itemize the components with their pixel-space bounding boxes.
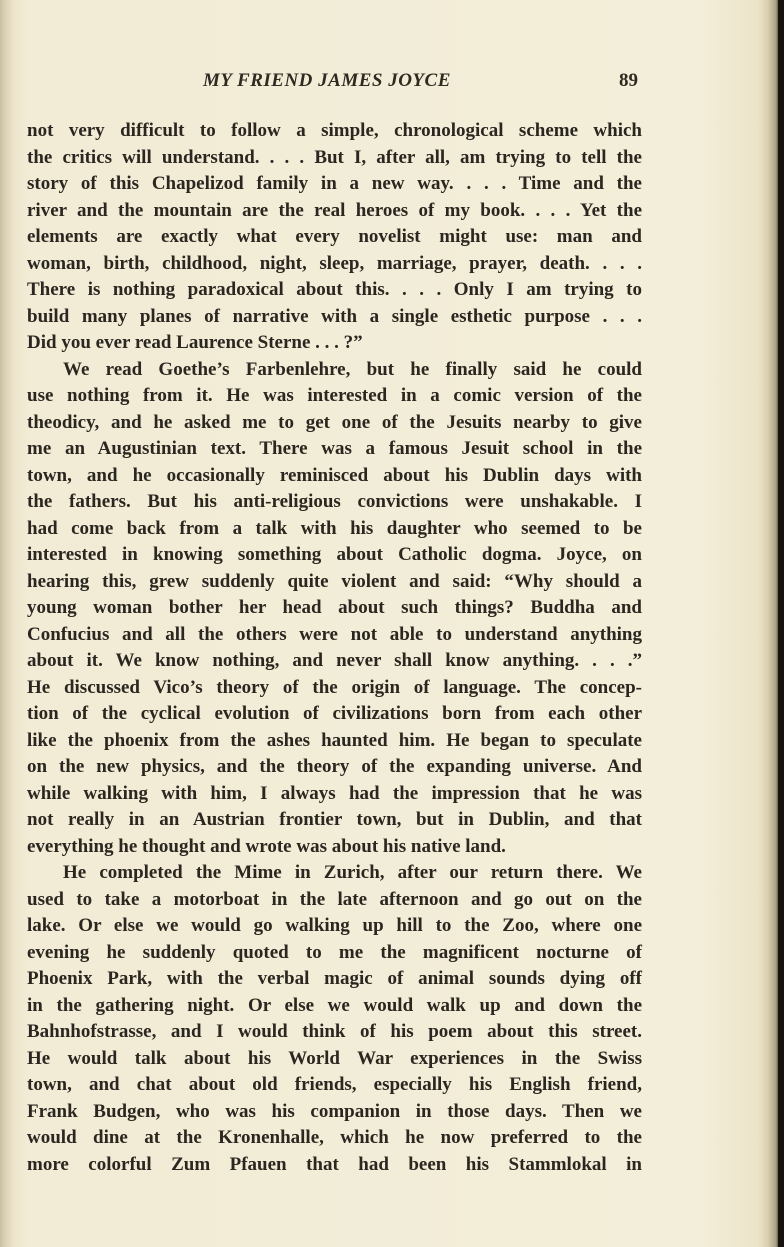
text-line: lake. Or else we would go walking up hill to the Zoo, where one xyxy=(27,915,642,936)
text-line: more colorful Zum Pfauen that had been his Stammlokal in xyxy=(27,1153,642,1175)
text-line: young woman bother her head about such things? Buddha and xyxy=(27,597,642,618)
text-line: evening he suddenly quoted to me the magnificent nocturne of xyxy=(27,941,642,963)
text-line: Phoenix Park, with the verbal magic of animal sounds dying off xyxy=(27,968,642,989)
text-line: the critics will understand. . . . But I, after all, am trying to tell the xyxy=(27,146,642,168)
text-line: elements are exactly what every novelist might use: man and xyxy=(27,226,642,247)
text-line: not very difficult to follow a simple, chronological scheme which xyxy=(27,120,642,141)
text-line: Bahnhofstrasse, and I would think of his poem about this street. xyxy=(27,1021,642,1042)
text-line: There is nothing paradoxical about this. . . . Only I am trying to xyxy=(27,279,642,300)
text-line: Confucius and all the others were not able to understand anything xyxy=(27,623,642,645)
text-line: build many planes of narrative with a single esthetic purpose . . . xyxy=(27,305,642,327)
text-line: use nothing from it. He was interested in a comic version of the xyxy=(27,385,642,406)
text-line: tion of the cyclical evolution of civilizations born from each other xyxy=(27,703,642,724)
text-line: the fathers. But his anti-religious convictions were unshakable. I xyxy=(27,491,642,512)
text-line: had come back from a talk with his daughter who seemed to be xyxy=(27,517,642,539)
text-line: me an Augustinian text. There was a famous Jesuit school in the xyxy=(27,438,642,459)
text-line: He would talk about his World War experiences in the Swiss xyxy=(27,1047,642,1069)
scan-edge xyxy=(778,0,784,1247)
text-line: hearing this, grew suddenly quite violent and said: “Why should a xyxy=(27,570,642,592)
text-line: Frank Budgen, who was his companion in those days. Then we xyxy=(27,1100,642,1122)
text-line: about it. We know nothing, and never shall know anything. . . .” xyxy=(27,650,642,671)
text-line: used to take a motorboat in the late afternoon and go out on the xyxy=(27,888,642,910)
text-line: town, and he occasionally reminisced about his Dublin days with xyxy=(27,464,642,486)
body-text xyxy=(27,118,642,1178)
text-line: He discussed Vico’s theory of the origin of language. The concep- xyxy=(27,676,642,698)
text-line: Did you ever read Laurence Sterne . . . ?” xyxy=(27,332,363,353)
text-line: woman, birth, childhood, night, sleep, marriage, prayer, death. . . . xyxy=(27,252,642,274)
text-line: We read Goethe’s Farbenlehre, but he finally said he could xyxy=(63,358,642,380)
text-line: river and the mountain are the real heroes of my book. . . . Yet the xyxy=(27,199,642,221)
text-line: would dine at the Kronenhalle, which he now preferred to the xyxy=(27,1127,642,1148)
text-line: interested in knowing something about Catholic dogma. Joyce, on xyxy=(27,544,642,565)
text-line: like the phoenix from the ashes haunted him. He began to speculate xyxy=(27,729,642,751)
text-line: while walking with him, I always had the impression that he was xyxy=(27,782,642,804)
page-number: 89 xyxy=(619,70,638,91)
page-header xyxy=(0,70,784,98)
text-line: town, and chat about old friends, especially his English friend, xyxy=(27,1074,642,1095)
text-line: story of this Chapelizod family in a new way. . . . Time and the xyxy=(27,173,642,194)
text-line: everything he thought and wrote was about his native land. xyxy=(27,835,506,857)
running-title: MY FRIEND JAMES JOYCE xyxy=(203,70,451,91)
text-line: on the new physics, and the theory of the expanding universe. And xyxy=(27,756,642,777)
text-line: He completed the Mime in Zurich, after our return there. We xyxy=(63,862,642,883)
text-line: in the gathering night. Or else we would walk up and down the xyxy=(27,994,642,1016)
text-line: not really in an Austrian frontier town, but in Dublin, and that xyxy=(27,809,642,830)
text-line: theodicy, and he asked me to get one of the Jesuits nearby to give xyxy=(27,411,642,433)
